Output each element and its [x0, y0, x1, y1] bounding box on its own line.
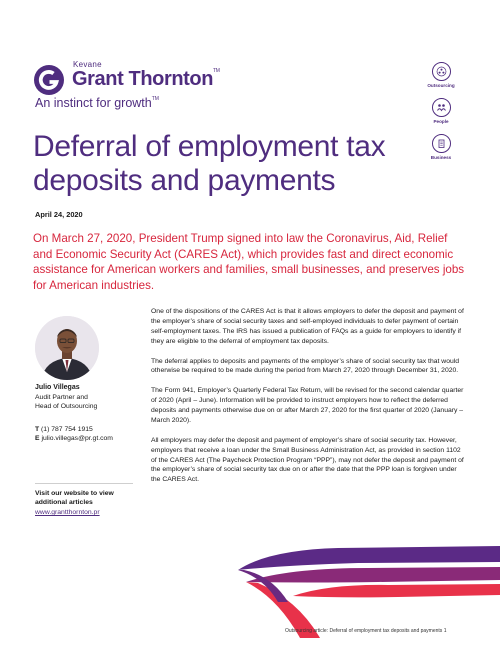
- lead-paragraph: On March 27, 2020, President Trump signed into law the Coronavirus, Aid, Relief and Economic Security Act (CARES Act), which provides fast and direct economic assistance for American workers and families, small businesses, and preserves jobs for American industries.: [33, 232, 465, 292]
- page-footer: Outsourcing article: Deferral of employment tax deposits and payments 1: [285, 628, 447, 634]
- body-paragraph: All employers may defer the deposit and payment of employer’s share of social security tax. However, employers that receive a loan under the Small Business Administration Act, as provided in section 1102 of the CARES Act (The Paycheck Protection Program “PPP”), may not defer the deposit and payment of the employer’s share of social security tax due on or after the date that the PPP loan is forgiven under the CARES Act.: [151, 436, 464, 484]
- author-email: E julio.villegas@pr.gt.com: [35, 435, 113, 442]
- article-body: [151, 307, 467, 495]
- website-link[interactable]: www.grantthornton.pr: [35, 509, 100, 516]
- outsourcing-icon: [432, 62, 451, 81]
- publish-date: April 24, 2020: [35, 210, 83, 219]
- author-role: Audit Partner and Head of Outsourcing: [35, 394, 98, 410]
- sidebar-divider: [35, 483, 133, 484]
- author-contact: [35, 425, 145, 443]
- logo-kevane-text: Kevane: [73, 60, 102, 69]
- outsourcing-label: Outsourcing: [427, 83, 455, 88]
- people-badge: [428, 98, 454, 124]
- decorative-swoosh-graphic: [238, 538, 500, 638]
- body-paragraph: The deferral applies to deposits and payments of the employer’s share of social security tax that would otherwise be required to be made during the period from March 27, 2020 through December 31, 2020.: [151, 357, 460, 375]
- grant-thornton-logo-icon: [33, 64, 65, 96]
- author-photo: [35, 316, 99, 380]
- people-label: People: [433, 119, 449, 124]
- logo-tagline: An instinct for growth™: [35, 96, 159, 110]
- page-title: Deferral of employment tax deposits and payments: [33, 130, 386, 197]
- page-number: 1: [443, 628, 447, 634]
- visit-website-text: Visit our website to view additional articles: [35, 490, 114, 506]
- business-label: Business: [430, 155, 452, 160]
- people-icon: [432, 98, 451, 117]
- author-phone: T (1) 787 754 1915: [35, 426, 93, 433]
- body-paragraph: One of the dispositions of the CARES Act is that it allows employers to defer the deposit and payment of the employer’s share of social security taxes and self-employed individuals to defer payment of certain self-employment taxes. The IRS has issued a publication of FAQs as a guide for employers to identify if they are eligible to the deferral of employment tax deposits.: [151, 308, 464, 345]
- body-paragraph: The Form 941, Employer’s Quarterly Federal Tax Return, will be revised for the second calendar quarter of 2020 (April – June). Information will be provided to instruct employers how to reflect the deferred deposits and payments otherwise due on or after March 27, 2020 for the first quarter of 2020 (January – March 2020).: [151, 387, 464, 424]
- outsourcing-badge: [428, 62, 454, 88]
- logo-name-text: Grant Thornton™: [72, 68, 220, 90]
- author-name: Julio Villegas: [35, 384, 80, 391]
